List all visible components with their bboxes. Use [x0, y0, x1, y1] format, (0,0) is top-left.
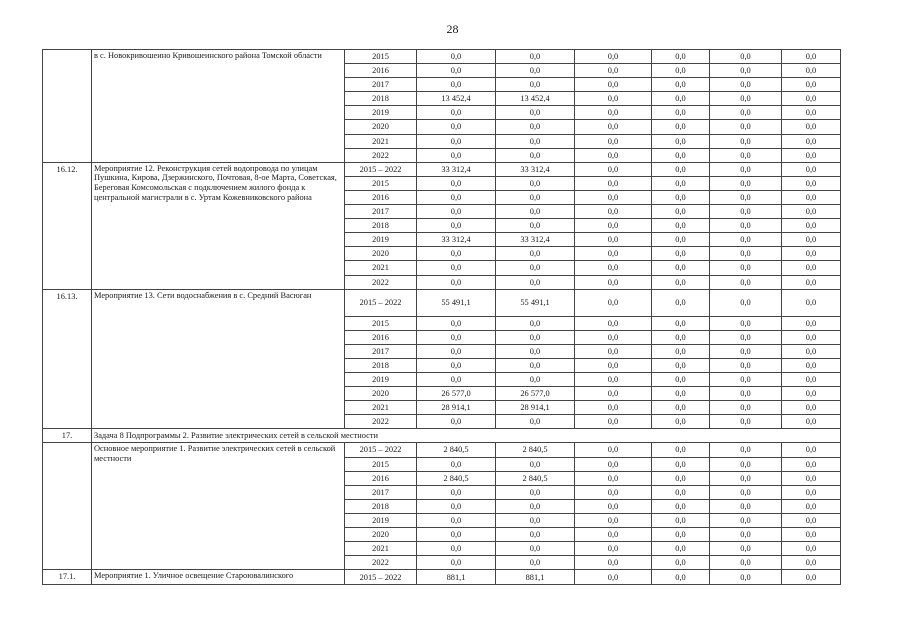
- value-cell: 0,0: [417, 316, 496, 330]
- value-cell: 0,0: [710, 372, 782, 386]
- value-cell: 0,0: [417, 485, 496, 499]
- value-cell: 0,0: [575, 457, 652, 471]
- year-cell: 2019: [345, 233, 417, 247]
- value-cell: 0,0: [496, 513, 575, 527]
- value-cell: 0,0: [710, 401, 782, 415]
- value-cell: 0,0: [575, 443, 652, 457]
- year-cell: 2021: [345, 542, 417, 556]
- value-cell: 0,0: [782, 162, 841, 176]
- value-cell: 0,0: [496, 330, 575, 344]
- value-cell: 0,0: [652, 570, 710, 585]
- value-cell: 0,0: [652, 485, 710, 499]
- value-cell: 0,0: [417, 556, 496, 570]
- value-cell: 0,0: [575, 513, 652, 527]
- value-cell: 0,0: [782, 134, 841, 148]
- value-cell: 26 577,0: [496, 387, 575, 401]
- value-cell: 0,0: [782, 190, 841, 204]
- value-cell: 0,0: [782, 247, 841, 261]
- value-cell: 0,0: [417, 415, 496, 429]
- value-cell: 0,0: [652, 358, 710, 372]
- row-number: 16.12.: [43, 162, 92, 289]
- value-cell: 0,0: [496, 275, 575, 289]
- value-cell: 0,0: [782, 233, 841, 247]
- value-cell: 0,0: [496, 316, 575, 330]
- value-cell: 0,0: [710, 176, 782, 190]
- value-cell: 0,0: [417, 247, 496, 261]
- value-cell: 0,0: [782, 443, 841, 457]
- value-cell: 0,0: [496, 148, 575, 162]
- value-cell: 0,0: [575, 64, 652, 78]
- value-cell: 0,0: [417, 513, 496, 527]
- value-cell: 0,0: [496, 64, 575, 78]
- value-cell: 0,0: [575, 162, 652, 176]
- value-cell: 0,0: [417, 372, 496, 386]
- value-cell: 0,0: [575, 275, 652, 289]
- value-cell: 0,0: [417, 50, 496, 64]
- year-cell: 2021: [345, 261, 417, 275]
- year-cell: 2015 – 2022: [345, 162, 417, 176]
- value-cell: 0,0: [710, 219, 782, 233]
- value-cell: 0,0: [575, 570, 652, 585]
- value-cell: 0,0: [496, 556, 575, 570]
- value-cell: 0,0: [417, 106, 496, 120]
- value-cell: 0,0: [496, 247, 575, 261]
- page-number: 28: [446, 22, 459, 36]
- value-cell: 0,0: [782, 316, 841, 330]
- value-cell: 0,0: [496, 372, 575, 386]
- year-cell: 2021: [345, 401, 417, 415]
- value-cell: 0,0: [575, 499, 652, 513]
- value-cell: 13 452,4: [496, 92, 575, 106]
- year-cell: 2018: [345, 499, 417, 513]
- value-cell: 0,0: [575, 233, 652, 247]
- value-cell: 0,0: [652, 78, 710, 92]
- value-cell: 0,0: [575, 372, 652, 386]
- value-cell: 0,0: [782, 50, 841, 64]
- value-cell: 28 914,1: [417, 401, 496, 415]
- value-cell: 0,0: [496, 176, 575, 190]
- value-cell: 26 577,0: [417, 387, 496, 401]
- value-cell: 0,0: [496, 50, 575, 64]
- value-cell: 0,0: [710, 443, 782, 457]
- value-cell: 0,0: [782, 499, 841, 513]
- value-cell: 0,0: [782, 64, 841, 78]
- value-cell: 0,0: [710, 570, 782, 585]
- value-cell: 0,0: [575, 247, 652, 261]
- activity-description: Мероприятие 12. Реконструкция сетей водопровода по улицам Пушкина, Кирова, Дзержинского, Почтовая, 8-ое Марта, Советская, Береговая Комсомольская с подключением жилого фонда к центральной магистрали в с. Уртам Кожевниковского района: [92, 162, 345, 289]
- value-cell: 0,0: [782, 78, 841, 92]
- value-cell: 0,0: [710, 387, 782, 401]
- value-cell: 0,0: [710, 485, 782, 499]
- table-row: [43, 443, 841, 457]
- value-cell: 0,0: [575, 528, 652, 542]
- value-cell: 0,0: [496, 134, 575, 148]
- value-cell: 0,0: [710, 78, 782, 92]
- value-cell: 0,0: [417, 528, 496, 542]
- value-cell: 0,0: [575, 106, 652, 120]
- year-cell: 2022: [345, 556, 417, 570]
- year-cell: 2022: [345, 275, 417, 289]
- value-cell: 0,0: [575, 289, 652, 316]
- value-cell: 0,0: [782, 471, 841, 485]
- value-cell: 0,0: [575, 344, 652, 358]
- value-cell: 0,0: [575, 148, 652, 162]
- value-cell: 0,0: [652, 457, 710, 471]
- value-cell: 0,0: [652, 205, 710, 219]
- value-cell: 0,0: [417, 457, 496, 471]
- value-cell: 0,0: [652, 148, 710, 162]
- value-cell: 0,0: [652, 401, 710, 415]
- value-cell: 0,0: [782, 485, 841, 499]
- value-cell: 0,0: [575, 401, 652, 415]
- value-cell: 0,0: [496, 261, 575, 275]
- value-cell: 0,0: [575, 261, 652, 275]
- value-cell: 0,0: [782, 219, 841, 233]
- value-cell: 0,0: [782, 92, 841, 106]
- value-cell: 0,0: [710, 289, 782, 316]
- value-cell: 0,0: [782, 513, 841, 527]
- activity-description: Мероприятие 13. Сети водоснабжения в с. Средний Васюган: [92, 289, 345, 429]
- year-cell: 2018: [345, 358, 417, 372]
- value-cell: 0,0: [782, 415, 841, 429]
- year-cell: 2020: [345, 528, 417, 542]
- value-cell: 0,0: [417, 205, 496, 219]
- value-cell: 0,0: [417, 190, 496, 204]
- year-cell: 2016: [345, 330, 417, 344]
- value-cell: 0,0: [710, 316, 782, 330]
- value-cell: 0,0: [496, 120, 575, 134]
- value-cell: 881,1: [496, 570, 575, 585]
- value-cell: 0,0: [496, 106, 575, 120]
- value-cell: 0,0: [652, 233, 710, 247]
- year-cell: 2018: [345, 219, 417, 233]
- value-cell: 2 840,5: [417, 443, 496, 457]
- value-cell: 0,0: [652, 528, 710, 542]
- value-cell: 0,0: [652, 330, 710, 344]
- value-cell: 0,0: [710, 542, 782, 556]
- year-cell: 2019: [345, 372, 417, 386]
- value-cell: 0,0: [575, 485, 652, 499]
- value-cell: 13 452,4: [417, 92, 496, 106]
- value-cell: 0,0: [782, 528, 841, 542]
- value-cell: 0,0: [496, 485, 575, 499]
- value-cell: 0,0: [496, 358, 575, 372]
- row-number: 17.1.: [43, 570, 92, 585]
- value-cell: 0,0: [710, 120, 782, 134]
- activity-description: Мероприятие 1. Уличное освещение Староювалинского: [92, 570, 345, 585]
- value-cell: 55 491,1: [496, 289, 575, 316]
- year-cell: 2020: [345, 247, 417, 261]
- value-cell: 0,0: [782, 275, 841, 289]
- year-cell: 2015 – 2022: [345, 570, 417, 585]
- value-cell: 0,0: [496, 205, 575, 219]
- value-cell: 0,0: [575, 190, 652, 204]
- value-cell: 0,0: [710, 528, 782, 542]
- row-number: 17.: [43, 429, 92, 443]
- value-cell: 0,0: [652, 106, 710, 120]
- value-cell: 0,0: [710, 358, 782, 372]
- value-cell: 0,0: [417, 120, 496, 134]
- value-cell: 0,0: [575, 120, 652, 134]
- value-cell: 0,0: [652, 120, 710, 134]
- value-cell: 0,0: [652, 415, 710, 429]
- value-cell: 0,0: [417, 330, 496, 344]
- value-cell: 0,0: [496, 190, 575, 204]
- value-cell: 0,0: [496, 542, 575, 556]
- value-cell: 0,0: [710, 415, 782, 429]
- value-cell: 0,0: [710, 247, 782, 261]
- value-cell: 0,0: [417, 261, 496, 275]
- value-cell: 0,0: [782, 542, 841, 556]
- value-cell: 0,0: [652, 471, 710, 485]
- value-cell: 0,0: [782, 556, 841, 570]
- value-cell: 0,0: [782, 289, 841, 316]
- year-cell: 2015: [345, 176, 417, 190]
- task-row: [43, 429, 841, 443]
- value-cell: 0,0: [652, 261, 710, 275]
- value-cell: 0,0: [575, 415, 652, 429]
- value-cell: 0,0: [782, 372, 841, 386]
- value-cell: 0,0: [710, 457, 782, 471]
- value-cell: 0,0: [782, 358, 841, 372]
- value-cell: 0,0: [496, 219, 575, 233]
- value-cell: 0,0: [652, 542, 710, 556]
- table-row: [43, 289, 841, 316]
- value-cell: 33 312,4: [496, 162, 575, 176]
- value-cell: 0,0: [575, 556, 652, 570]
- value-cell: 0,0: [417, 344, 496, 358]
- value-cell: 0,0: [710, 205, 782, 219]
- value-cell: 0,0: [710, 275, 782, 289]
- budget-table: [42, 49, 841, 585]
- value-cell: 0,0: [652, 50, 710, 64]
- value-cell: 0,0: [417, 176, 496, 190]
- value-cell: 0,0: [652, 219, 710, 233]
- value-cell: 0,0: [710, 162, 782, 176]
- value-cell: 0,0: [417, 148, 496, 162]
- value-cell: 0,0: [575, 205, 652, 219]
- value-cell: 0,0: [575, 176, 652, 190]
- value-cell: 0,0: [496, 78, 575, 92]
- value-cell: 0,0: [652, 92, 710, 106]
- value-cell: 0,0: [575, 316, 652, 330]
- value-cell: 0,0: [496, 499, 575, 513]
- value-cell: 0,0: [782, 330, 841, 344]
- year-cell: 2015: [345, 316, 417, 330]
- row-number: 16.13.: [43, 289, 92, 429]
- value-cell: 0,0: [710, 261, 782, 275]
- value-cell: 0,0: [782, 148, 841, 162]
- year-cell: 2016: [345, 471, 417, 485]
- year-cell: 2022: [345, 415, 417, 429]
- value-cell: 0,0: [652, 176, 710, 190]
- value-cell: 0,0: [710, 190, 782, 204]
- value-cell: 0,0: [652, 247, 710, 261]
- value-cell: 0,0: [710, 344, 782, 358]
- value-cell: 0,0: [710, 50, 782, 64]
- value-cell: 0,0: [782, 106, 841, 120]
- value-cell: 0,0: [417, 542, 496, 556]
- value-cell: 0,0: [710, 513, 782, 527]
- year-cell: 2017: [345, 78, 417, 92]
- value-cell: 2 840,5: [496, 443, 575, 457]
- value-cell: 0,0: [652, 134, 710, 148]
- value-cell: 0,0: [782, 344, 841, 358]
- value-cell: 0,0: [652, 275, 710, 289]
- value-cell: 0,0: [417, 358, 496, 372]
- value-cell: 0,0: [710, 556, 782, 570]
- value-cell: 0,0: [652, 316, 710, 330]
- value-cell: 0,0: [710, 64, 782, 78]
- value-cell: 0,0: [710, 471, 782, 485]
- year-cell: 2016: [345, 190, 417, 204]
- value-cell: 0,0: [575, 50, 652, 64]
- value-cell: 0,0: [710, 92, 782, 106]
- value-cell: 2 840,5: [496, 471, 575, 485]
- year-cell: 2019: [345, 106, 417, 120]
- year-cell: 2015 – 2022: [345, 443, 417, 457]
- year-cell: 2015 – 2022: [345, 289, 417, 316]
- activity-description: в с. Новокривошеино Кривошеинского района Томской области: [92, 50, 345, 163]
- value-cell: 0,0: [575, 134, 652, 148]
- table-row: [43, 162, 841, 176]
- value-cell: 0,0: [575, 471, 652, 485]
- value-cell: 881,1: [417, 570, 496, 585]
- value-cell: 0,0: [710, 134, 782, 148]
- value-cell: 0,0: [652, 443, 710, 457]
- value-cell: 0,0: [575, 92, 652, 106]
- year-cell: 2020: [345, 387, 417, 401]
- year-cell: 2015: [345, 50, 417, 64]
- value-cell: 0,0: [417, 219, 496, 233]
- value-cell: 0,0: [496, 415, 575, 429]
- value-cell: 0,0: [417, 499, 496, 513]
- activity-description: Основное мероприятие 1. Развитие электрических сетей в сельской местности: [92, 443, 345, 570]
- value-cell: 0,0: [575, 78, 652, 92]
- value-cell: 0,0: [782, 570, 841, 585]
- value-cell: 0,0: [710, 330, 782, 344]
- value-cell: 0,0: [575, 542, 652, 556]
- value-cell: 0,0: [782, 205, 841, 219]
- value-cell: 0,0: [417, 275, 496, 289]
- value-cell: 0,0: [496, 457, 575, 471]
- value-cell: 0,0: [782, 401, 841, 415]
- value-cell: 0,0: [417, 64, 496, 78]
- year-cell: 2017: [345, 485, 417, 499]
- year-cell: 2020: [345, 120, 417, 134]
- value-cell: 28 914,1: [496, 401, 575, 415]
- value-cell: 33 312,4: [417, 162, 496, 176]
- year-cell: 2022: [345, 148, 417, 162]
- value-cell: 0,0: [652, 513, 710, 527]
- value-cell: 0,0: [652, 344, 710, 358]
- year-cell: 2017: [345, 205, 417, 219]
- value-cell: 0,0: [782, 120, 841, 134]
- table-body: [43, 50, 841, 585]
- value-cell: 0,0: [575, 330, 652, 344]
- value-cell: 0,0: [652, 556, 710, 570]
- year-cell: 2018: [345, 92, 417, 106]
- value-cell: 0,0: [417, 134, 496, 148]
- value-cell: 0,0: [417, 78, 496, 92]
- value-cell: 0,0: [652, 387, 710, 401]
- table-row: [43, 50, 841, 64]
- row-number: [43, 50, 92, 163]
- value-cell: 0,0: [575, 387, 652, 401]
- task-title: Задача 8 Подпрограммы 2. Развитие электрических сетей в сельской местности: [92, 429, 841, 443]
- value-cell: 0,0: [782, 387, 841, 401]
- value-cell: 0,0: [710, 499, 782, 513]
- year-cell: 2019: [345, 513, 417, 527]
- value-cell: 33 312,4: [496, 233, 575, 247]
- value-cell: 0,0: [652, 162, 710, 176]
- value-cell: 0,0: [652, 372, 710, 386]
- value-cell: 0,0: [575, 219, 652, 233]
- value-cell: 0,0: [710, 148, 782, 162]
- value-cell: 2 840,5: [417, 471, 496, 485]
- value-cell: 0,0: [782, 176, 841, 190]
- value-cell: 0,0: [710, 233, 782, 247]
- year-cell: 2021: [345, 134, 417, 148]
- value-cell: 0,0: [575, 358, 652, 372]
- value-cell: 0,0: [710, 106, 782, 120]
- year-cell: 2017: [345, 344, 417, 358]
- value-cell: 0,0: [782, 457, 841, 471]
- value-cell: 0,0: [652, 190, 710, 204]
- value-cell: 0,0: [652, 64, 710, 78]
- table-row: [43, 570, 841, 585]
- year-cell: 2015: [345, 457, 417, 471]
- value-cell: 55 491,1: [417, 289, 496, 316]
- value-cell: 0,0: [782, 261, 841, 275]
- row-number: [43, 443, 92, 570]
- value-cell: 0,0: [496, 528, 575, 542]
- year-cell: 2016: [345, 64, 417, 78]
- value-cell: 0,0: [652, 499, 710, 513]
- value-cell: 0,0: [652, 289, 710, 316]
- value-cell: 0,0: [496, 344, 575, 358]
- value-cell: 33 312,4: [417, 233, 496, 247]
